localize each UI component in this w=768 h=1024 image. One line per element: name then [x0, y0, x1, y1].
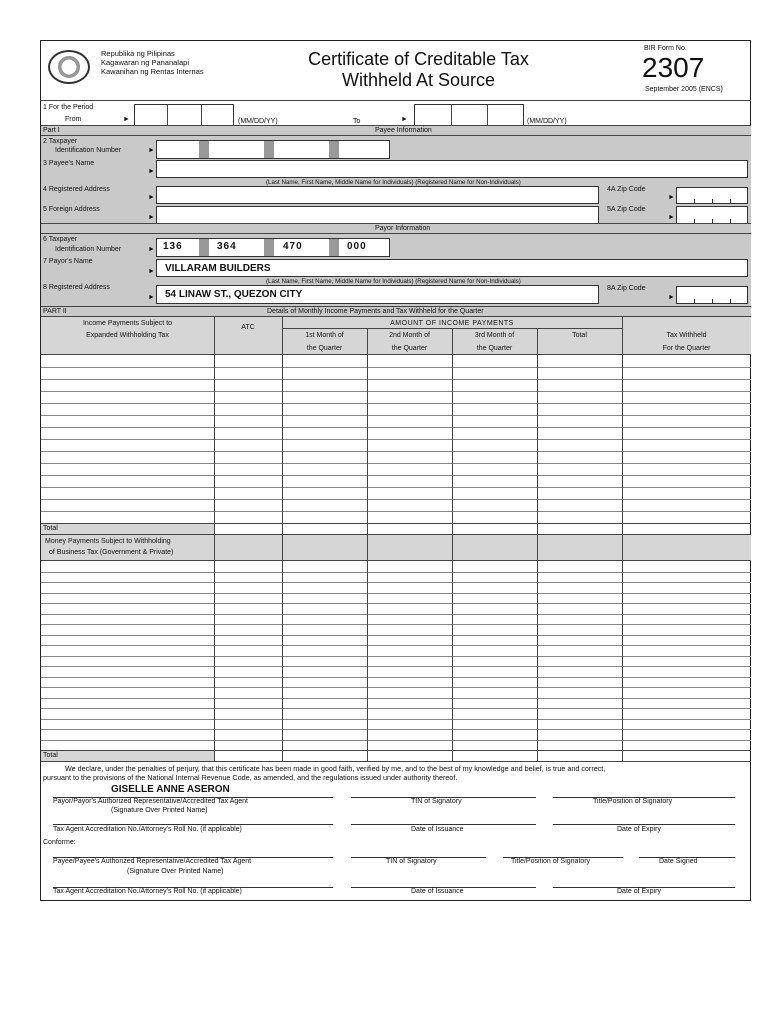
table-row-line	[41, 572, 751, 573]
total-label-1: Total	[43, 525, 58, 532]
form-edition: September 2005 (ENCS)	[645, 86, 723, 93]
agency-line-1: Republika ng Pilipinas	[101, 49, 175, 58]
zip-4a-label: 4A Zip Code	[607, 186, 646, 193]
payee-address-label: 4 Registered Address	[43, 186, 110, 193]
col-atc: ATC	[241, 324, 255, 331]
conforme-label: Conforme:	[43, 839, 76, 846]
arrow-icon: ►	[148, 168, 155, 175]
date-issuance-label-2: Date of Issuance	[411, 888, 464, 895]
period-to-field[interactable]	[414, 104, 524, 125]
arrow-icon: ►	[148, 246, 155, 253]
table-row-line	[41, 499, 751, 500]
col-month3-line-1: 3rd Month of	[474, 332, 515, 339]
bir-form-2307	[40, 40, 751, 901]
period-from-format: (MM/DD/YY)	[238, 118, 278, 125]
income-table-header	[41, 317, 751, 355]
bir-seal-icon	[48, 50, 90, 84]
payor-section	[41, 234, 751, 306]
payee-rep-line-2: (Signature Over Printed Name)	[127, 868, 224, 875]
arrow-icon: ►	[668, 294, 675, 301]
date-expiry-label-2: Date of Expiry	[617, 888, 661, 895]
payee-tin-field[interactable]	[156, 140, 390, 159]
arrow-icon: ►	[148, 294, 155, 301]
table-row-line	[41, 463, 751, 464]
payee-name-hint: (Last Name, First Name, Middle Name for Individuals) (Registered Name for Non-Individuals)	[266, 179, 521, 186]
payor-rep-line-2: (Signature Over Printed Name)	[111, 807, 208, 814]
arrow-icon: ►	[668, 214, 675, 221]
money-label-line-2: of Business Tax (Government & Private)	[49, 549, 174, 556]
col-tax-line-1: Tax Withheld	[666, 332, 707, 339]
total-row-1	[41, 523, 751, 535]
form-number: 2307	[642, 52, 705, 83]
table-row-line	[41, 593, 751, 594]
table-row-line	[41, 624, 751, 625]
payor-name-field[interactable]	[156, 259, 748, 277]
signatory-name: GISELLE ANNE ASERON	[111, 784, 230, 795]
form-title-line-2: Withheld At Source	[341, 70, 496, 90]
table-row-line	[41, 614, 751, 615]
table-row-line	[41, 367, 751, 368]
col-month1-line-2: the Quarter	[306, 345, 343, 352]
title-position-label-1: Title/Position of Signatory	[593, 798, 673, 805]
table-row-line	[41, 656, 751, 657]
table-row-line	[41, 379, 751, 380]
col-month2-line-2: the Quarter	[391, 345, 428, 352]
declaration-text-2: pursuant to the provisions of the National Internal Revenue Code, as amended, and the regulations issued under authority thereof.	[43, 773, 458, 782]
payor-tin-label-1: 6 Taxpayer	[43, 236, 78, 243]
foreign-address-label: 5 Foreign Address	[43, 206, 100, 213]
period-from-label: From	[65, 116, 82, 123]
zip-5a-field[interactable]	[676, 206, 748, 224]
col-month3-line-2: the Quarter	[476, 345, 513, 352]
payee-name-field[interactable]	[156, 160, 748, 178]
col-tax-line-2: For the Quarter	[662, 345, 711, 352]
tax-agent-label-1: Tax Agent Accreditation No./Attorney's Roll No. (if applicable)	[53, 826, 242, 833]
payee-name-label: 3 Payee's Name	[43, 160, 95, 167]
table-row-line	[41, 645, 751, 646]
part1-header-bar	[41, 125, 751, 136]
payor-rep-line-1: Payor/Payor's Authorized Representative/Accredited Tax Agent	[53, 798, 248, 805]
table-row-line	[41, 511, 751, 512]
table-row-line	[41, 427, 751, 428]
payor-section-title: Payor Information	[375, 225, 431, 232]
table-row-line	[41, 719, 751, 720]
payee-address-field[interactable]	[156, 186, 599, 204]
payor-name-hint: (Last Name, First Name, Middle Name for Individuals) (Registered Name for Non-Individuals)	[266, 278, 521, 285]
period-label: 1 For the Period	[43, 104, 94, 111]
zip-5a-label: 5A Zip Code	[607, 206, 646, 213]
payee-section	[41, 136, 751, 230]
arrow-icon: ►	[148, 194, 155, 201]
foreign-address-field[interactable]	[156, 206, 599, 224]
form-label: BIR Form No.	[644, 45, 687, 52]
date-expiry-label-1: Date of Expiry	[617, 826, 661, 833]
arrow-icon: ►	[148, 147, 155, 154]
payee-section-title: Payee Information	[375, 127, 432, 134]
table-row-line	[41, 439, 751, 440]
tin-signatory-label-2: TIN of Signatory	[386, 858, 437, 865]
zip-4a-field[interactable]	[676, 187, 748, 204]
table-row-line	[41, 708, 751, 709]
table-row-line	[41, 582, 751, 583]
date-signed-label: Date Signed	[659, 858, 698, 865]
table-row-line	[41, 687, 751, 688]
arrow-icon: ►	[148, 268, 155, 275]
income-table-body	[41, 355, 751, 523]
period-from-field[interactable]	[134, 104, 234, 125]
part2-title: Details of Monthly Income Payments and Tax Withheld for the Quarter	[267, 308, 484, 315]
table-row-line	[41, 666, 751, 667]
table-row-line	[41, 740, 751, 741]
part2-header-bar	[41, 306, 751, 317]
payor-address-label: 8 Registered Address	[43, 284, 110, 291]
arrow-icon: ►	[123, 116, 130, 123]
amount-header: AMOUNT OF INCOME PAYMENTS	[390, 320, 514, 327]
money-payments-header	[41, 535, 751, 561]
col-income-line-2: Expanded Withholding Tax	[86, 332, 169, 339]
payor-tin-label-2: Identification Number	[55, 246, 122, 253]
table-row-line	[41, 677, 751, 678]
payor-tin-part-3: 470	[283, 241, 303, 252]
part1-label: Part I	[43, 127, 60, 134]
table-row-line	[41, 603, 751, 604]
title-position-label-2: Title/Position of Signatory	[511, 858, 591, 865]
col-month1-line-1: 1st Month of	[305, 332, 344, 339]
table-row-line	[41, 451, 751, 452]
table-row-line	[41, 487, 751, 488]
total-row-2	[41, 750, 751, 762]
table-row-line	[41, 475, 751, 476]
table-row-line	[41, 391, 751, 392]
payor-tin-part-2: 364	[217, 241, 237, 252]
money-label-line-1: Money Payments Subject to Withholding	[45, 538, 171, 545]
payor-name-label: 7 Payor's Name	[43, 258, 93, 265]
declaration-text-1: We declare, under the penalties of perjury, that this certificate has been made in good faith, verified by me, and to the best of my knowledge and belief, is true and correct,	[65, 764, 606, 773]
table-row-line	[41, 635, 751, 636]
arrow-icon: ►	[668, 194, 675, 201]
form-title-line-1: Certificate of Creditable Tax	[308, 49, 529, 69]
payor-name-value: VILLARAM BUILDERS	[165, 263, 271, 274]
period-to-label: To	[353, 118, 361, 125]
payor-tin-part-4: 000	[347, 241, 367, 252]
zip-8a-field[interactable]	[676, 286, 748, 304]
payor-address-field[interactable]	[156, 285, 599, 304]
total-label-2: Total	[43, 752, 58, 759]
tin-signatory-label-1: TIN of Signatory	[411, 798, 462, 805]
zip-8a-label: 8A Zip Code	[607, 285, 646, 292]
part2-label: PART II	[43, 308, 67, 315]
col-total: Total	[572, 332, 587, 339]
table-row-line	[41, 403, 751, 404]
table-row-line	[41, 729, 751, 730]
arrow-icon: ►	[401, 116, 408, 123]
money-table-body	[41, 561, 751, 750]
payor-address-value: 54 LINAW ST., QUEZON CITY	[165, 289, 303, 300]
col-month2-line-1: 2nd Month of	[389, 332, 430, 339]
date-issuance-label-1: Date of Issuance	[411, 826, 464, 833]
period-to-format: (MM/DD/YY)	[527, 118, 567, 125]
table-row-line	[41, 415, 751, 416]
payee-rep-line-1: Payee/Payee's Authorized Representative/Accredited Tax Agent	[53, 858, 252, 865]
col-income-line-1: Income Payments Subject to	[82, 320, 173, 327]
agency-line-3: Kawanihan ng Rentas Internas	[101, 67, 204, 76]
payee-tin-label-1: 2 Taxpayer	[43, 138, 78, 145]
payor-header-bar	[41, 223, 751, 234]
arrow-icon: ►	[148, 214, 155, 221]
agency-line-2: Kagawaran ng Pananalapi	[101, 58, 189, 67]
payee-tin-label-2: Identification Number	[55, 147, 122, 154]
table-row-line	[41, 698, 751, 699]
payor-tin-part-1: 136	[163, 241, 183, 252]
tax-agent-label-2: Tax Agent Accreditation No./Attorney's Roll No. (if applicable)	[53, 888, 242, 895]
payor-tin-field[interactable]	[156, 238, 390, 257]
